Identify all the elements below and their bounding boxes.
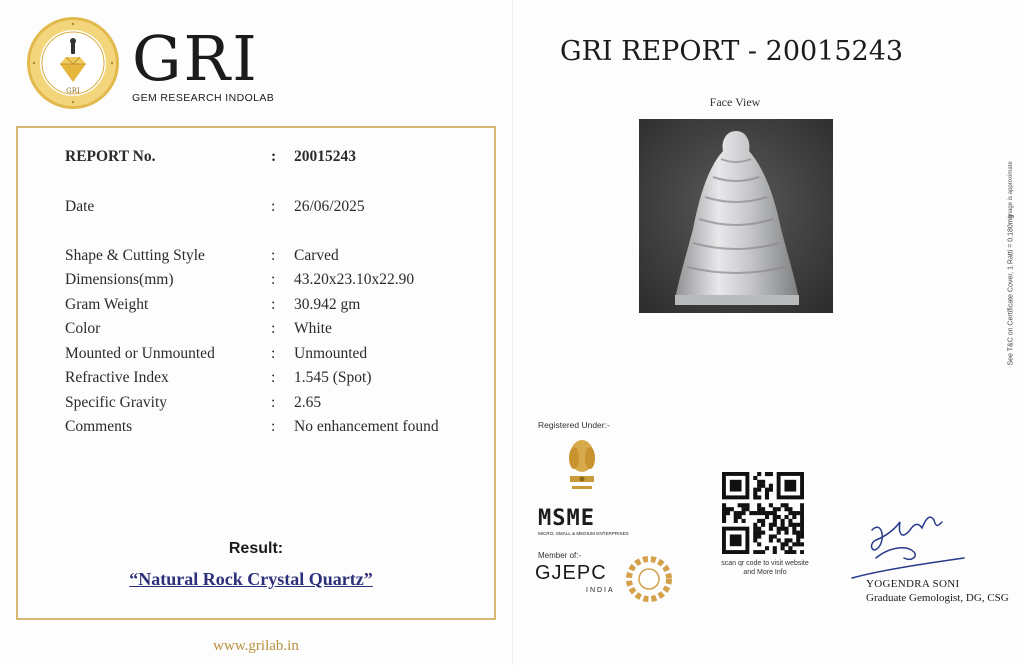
field-sep: :: [271, 247, 276, 264]
field-sep: :: [271, 148, 277, 165]
weight-row: [65, 296, 360, 314]
field-label: Date: [65, 198, 95, 215]
msme-text: MSME: [538, 506, 595, 531]
registered-under-label: Registered Under:-: [538, 420, 610, 430]
report-number-row: [65, 148, 356, 166]
signature-image: [842, 500, 972, 586]
brand-logo-text: GRI: [132, 22, 259, 95]
field-value: 30.942 gm: [294, 296, 361, 313]
gjepc-name: GJEPC: [535, 562, 607, 584]
msme-logo: [538, 505, 634, 541]
field-label: Mounted or Unmounted: [65, 345, 215, 362]
qr-code[interactable]: [722, 472, 804, 554]
image-approximate-note: Image is approximate: [1008, 161, 1014, 219]
date-row: [65, 198, 365, 216]
qr-caption: [706, 560, 824, 577]
field-sep: :: [271, 296, 276, 313]
field-sep: :: [271, 271, 276, 288]
field-value: Carved: [294, 247, 339, 264]
field-label: Refractive Index: [65, 369, 169, 386]
signatory-title: Graduate Gemologist, DG, CSG: [866, 592, 1009, 604]
panel-divider: [512, 0, 513, 665]
field-sep: :: [271, 418, 276, 435]
result-label: Result:: [228, 540, 284, 557]
field-label: Specific Gravity: [65, 394, 168, 411]
result-value: “Natural Rock Crystal Quartz”: [129, 569, 373, 589]
gjepc-logo-icon: [626, 556, 672, 602]
field-value: White: [294, 320, 332, 337]
specific-gravity-row: [65, 394, 321, 412]
gjepc-country: INDIA: [586, 587, 615, 594]
field-value: 20015243: [294, 148, 356, 165]
svg-text:GRI: GRI: [66, 87, 80, 95]
member-of-label: Member of:-: [538, 551, 582, 560]
brand-name: GEM RESEARCH INDOLAB: [132, 92, 275, 104]
terms-side-note: See T&C on Certificate Cover, 1 Ratti = 0.180mg: [1007, 214, 1015, 366]
brand-block: [132, 22, 275, 104]
qr-caption-line2: and More Info: [743, 568, 787, 576]
mounted-row: [65, 345, 367, 363]
field-sep: :: [271, 345, 276, 362]
field-label: Dimensions(mm): [65, 271, 174, 288]
field-value: Unmounted: [294, 345, 368, 362]
field-value: No enhancement found: [294, 418, 439, 435]
field-sep: :: [271, 369, 276, 386]
color-row: [65, 320, 332, 338]
shape-row: [65, 247, 339, 265]
website-link[interactable]: www.grilab.in: [213, 638, 299, 654]
field-value: 1.545 (Spot): [294, 369, 372, 386]
field-label: Gram Weight: [65, 296, 149, 313]
qr-caption-line1: scan qr code to visit website: [721, 560, 809, 567]
refractive-index-row: [65, 369, 372, 387]
report-title: GRI REPORT - 20015243: [560, 36, 904, 67]
field-label: REPORT No.: [65, 148, 156, 165]
gemstone-photo: [639, 119, 833, 313]
dimensions-row: [65, 271, 414, 289]
field-label: Shape & Cutting Style: [65, 247, 205, 264]
comments-row: [65, 418, 439, 436]
field-sep: :: [271, 394, 276, 411]
field-value: 43.20x23.10x22.90: [294, 271, 415, 288]
field-value: 26/06/2025: [294, 198, 365, 215]
signatory-name: YOGENDRA SONI: [866, 578, 960, 590]
image-caption: Face View: [709, 95, 761, 109]
msme-subtitle: MICRO, SMALL & MEDIUM ENTERPRISES: [538, 531, 629, 536]
field-label: Comments: [65, 418, 133, 435]
national-emblem-icon: [562, 436, 602, 500]
field-sep: :: [271, 320, 276, 337]
field-sep: :: [271, 198, 276, 215]
field-value: 2.65: [294, 394, 322, 411]
field-label: Color: [65, 320, 101, 337]
gri-seal-logo: [26, 16, 120, 110]
